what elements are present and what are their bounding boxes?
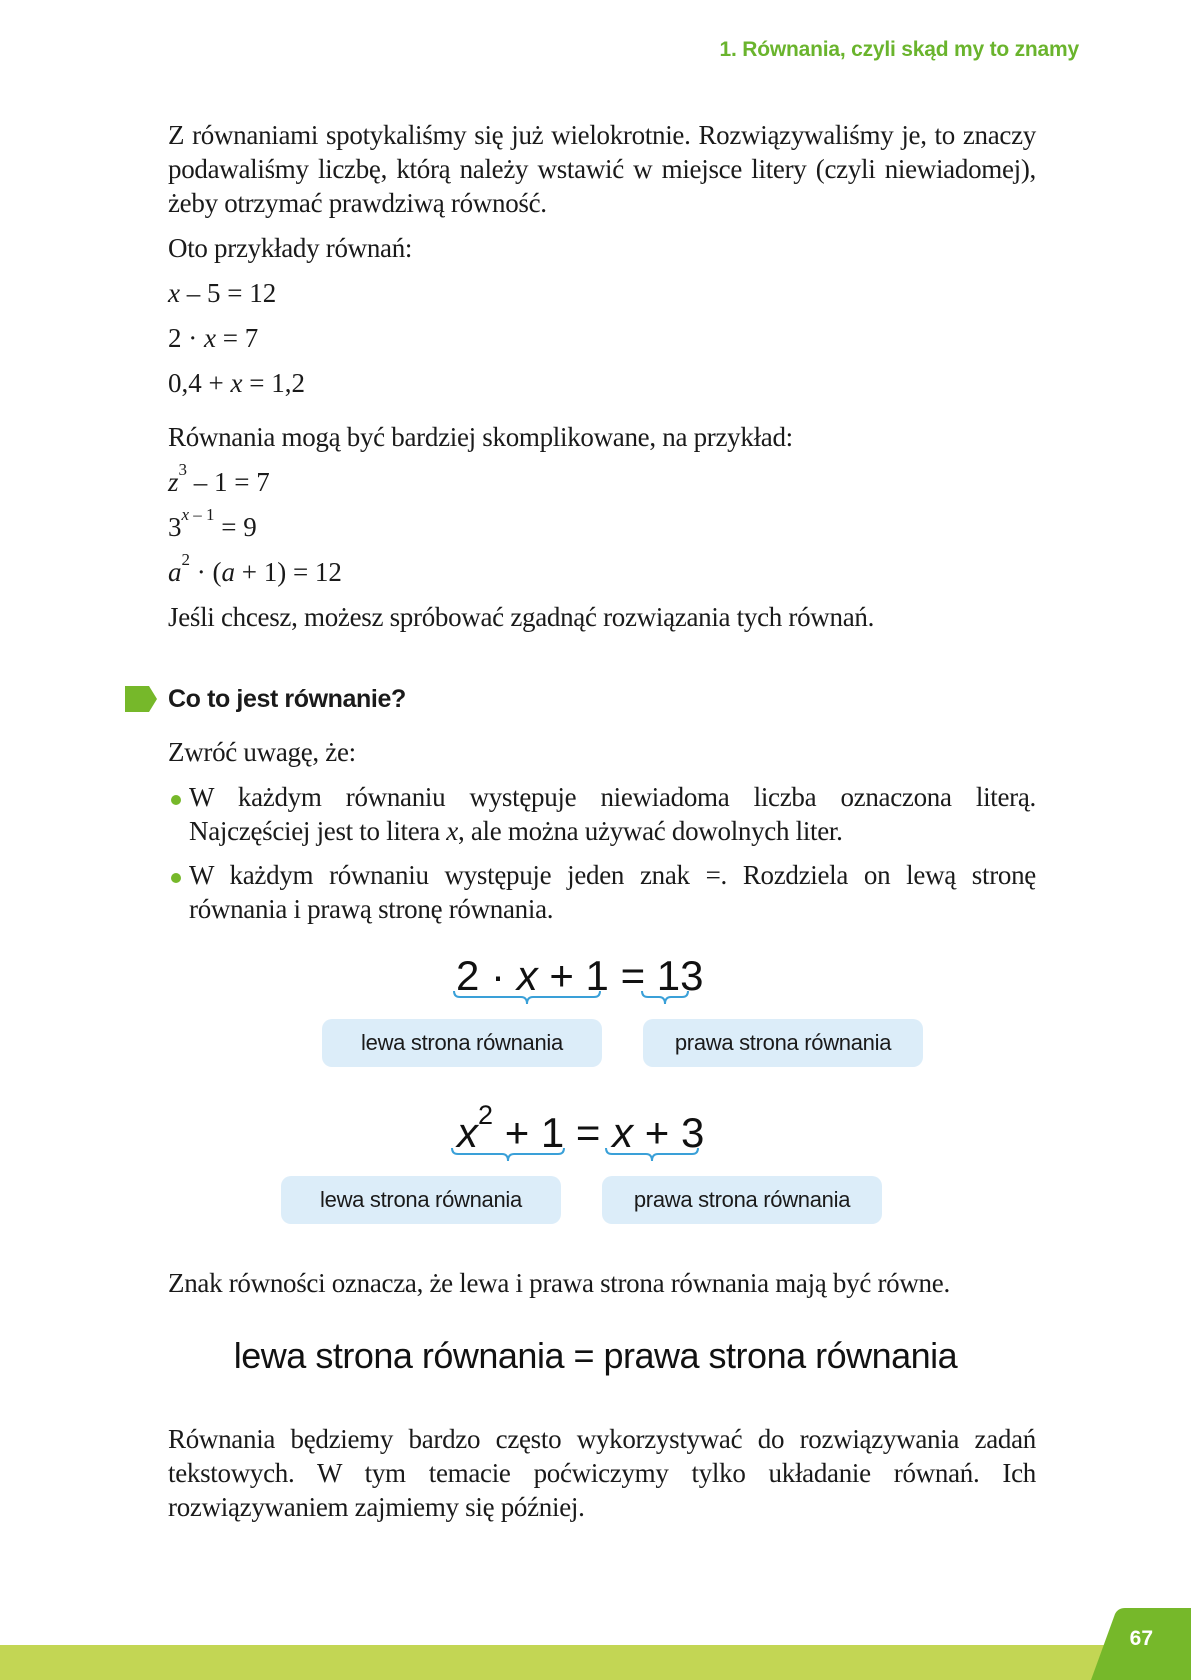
diagram-1-formula: 2 · x + 1 = 13	[456, 952, 704, 999]
bullet-dot-icon	[171, 873, 181, 883]
diagram-2-left-side-label: lewa strona równania	[281, 1176, 561, 1224]
section-marker-icon	[125, 686, 157, 712]
diagram-1-left-brace-icon	[452, 990, 602, 1006]
section-title: Co to jest równanie?	[168, 685, 406, 713]
diagram-2-left-brace-icon	[450, 1147, 566, 1163]
bullet-item-2: W każdym równaniu występuje jeden znak =. Rozdziela on lewą stronę równania i prawą stronę równania.	[168, 858, 1036, 926]
complex-equation-2: $3^{x - 1} = 9$	[168, 505, 257, 542]
example-equation-2: 2 · x = 7	[168, 323, 259, 353]
diagram-2-right-brace-icon	[604, 1147, 700, 1163]
conclusion-sentence: Znak równości oznacza, że lewa i prawa strona równania mają być równe.	[168, 1268, 950, 1298]
page-number: 67	[1129, 1627, 1153, 1650]
final-paragraph: Równania będziemy bardzo często wykorzystywać do rozwiązywania zadań tekstowych. W tym temacie poćwiczymy tylko układanie równań. Ich rozwiązywaniem zajmiemy się później.	[168, 1424, 1036, 1522]
complex-equation-1: $z^3 - 1 = 7$	[168, 460, 270, 497]
example-equation-1: x – 5 = 12	[168, 278, 277, 308]
footer-band	[0, 1645, 1191, 1680]
diagram-2-formula: $x^2 + 1 = x + 3$	[457, 1100, 705, 1156]
diagram-1-left-side-label: lewa strona równania	[322, 1019, 602, 1067]
equation-rule: lewa strona równania = prawa strona równania	[233, 1335, 958, 1376]
complex-examples-lead: Równania mogą być bardziej skomplikowane, na przykład:	[168, 422, 793, 452]
bullet-item-1: W każdym równaniu występuje niewiadoma liczba oznaczona literą. Najczęściej jest to litera x, ale można używać dowolnych liter.	[168, 780, 1036, 848]
bullet-dot-icon	[171, 795, 181, 805]
diagram-2-right-side-label: prawa strona równania	[602, 1176, 882, 1224]
examples-lead: Oto przykłady równań:	[168, 233, 413, 263]
intro-paragraph: Z równaniami spotykaliśmy się już wielokrotnie. Rozwiązywaliśmy je, to znaczy podawaliśmy liczbę, którą należy wstawić w miejsce litery (czyli niewiadomej), żeby otrzymać prawdziwą równość.	[168, 120, 1036, 218]
intro-closing: Jeśli chcesz, możesz spróbować zgadnąć rozwiązania tych równań.	[168, 602, 875, 632]
diagram-1-right-brace-icon	[640, 990, 690, 1006]
example-equation-3: 0,4 + x = 1,2	[168, 368, 305, 398]
diagram-1-right-side-label: prawa strona równania	[643, 1019, 923, 1067]
running-header-title: 1. Równania, czyli skąd my to znamy	[719, 38, 1079, 61]
section-lead: Zwróć uwagę, że:	[168, 737, 356, 767]
complex-equation-3: $a^2 \cdot (a + 1) = 12$	[168, 550, 342, 587]
